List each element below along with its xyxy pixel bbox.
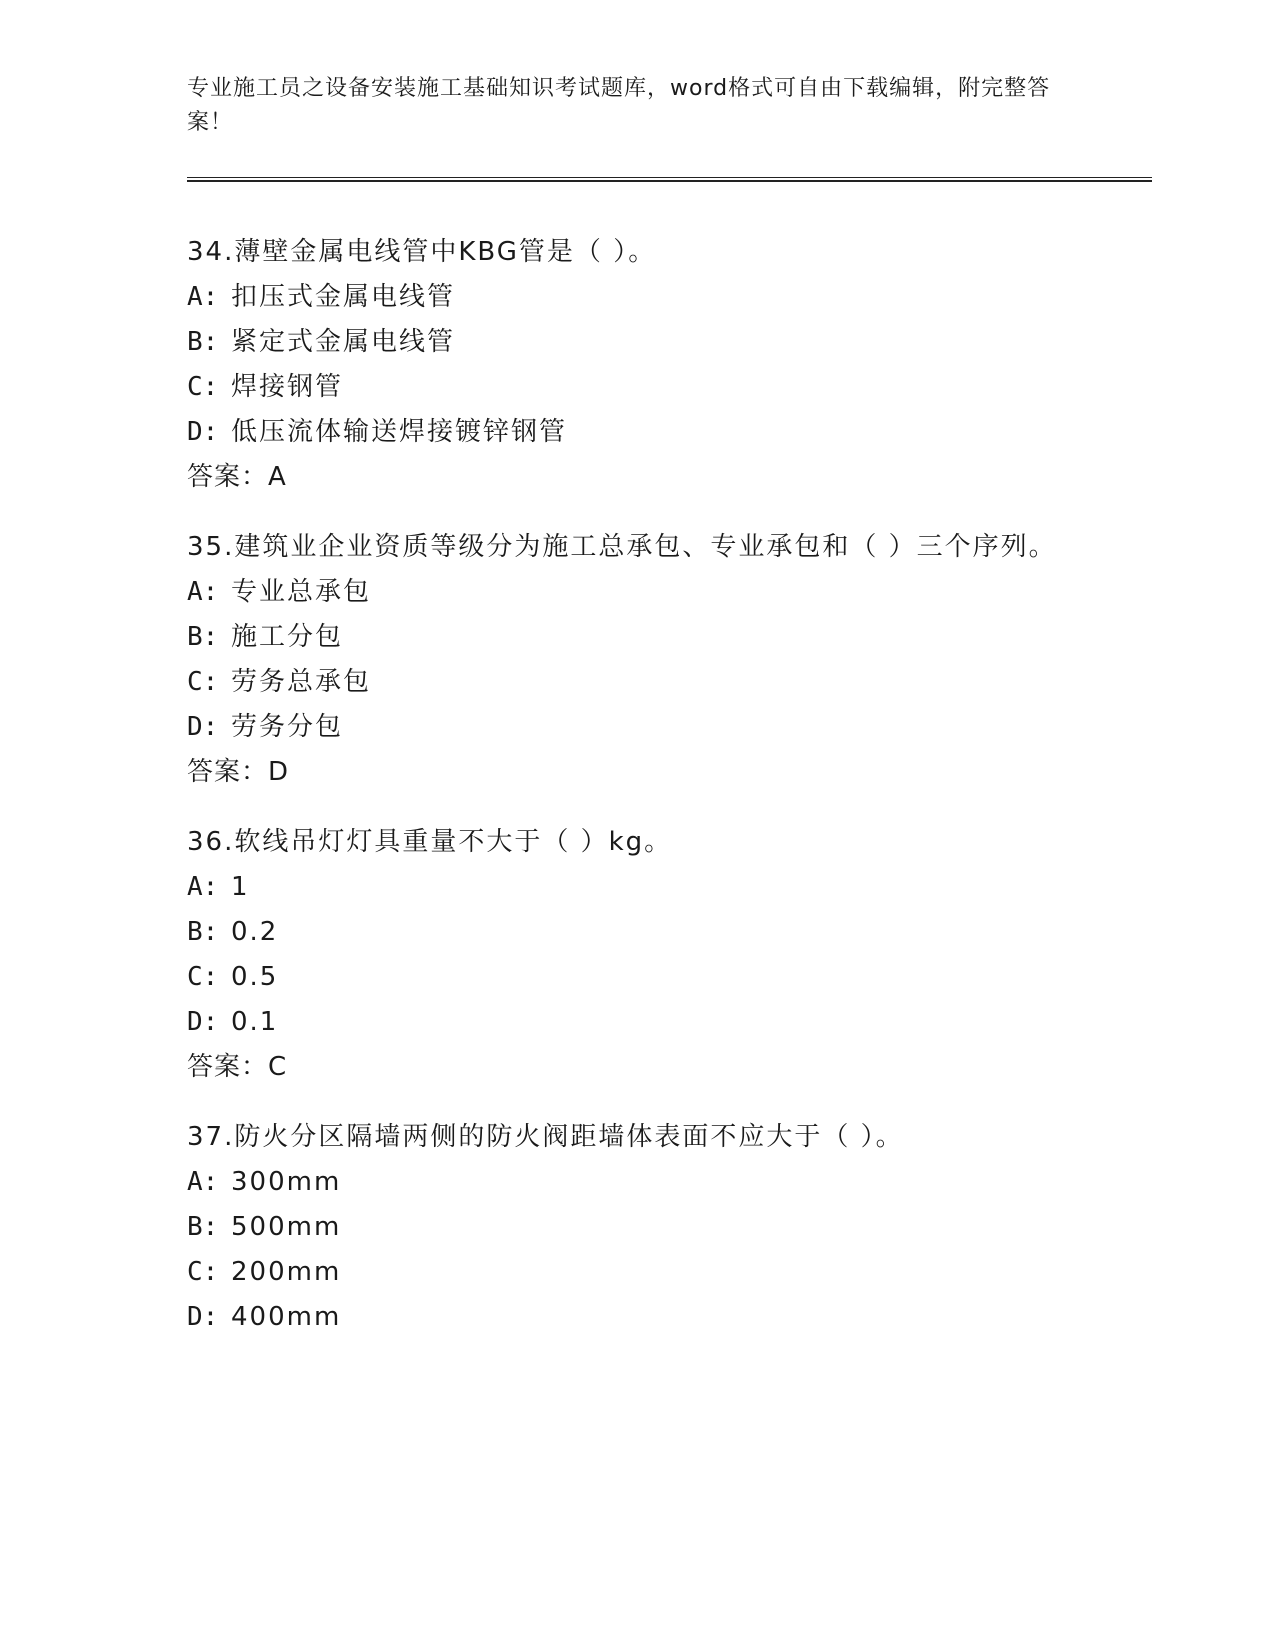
option-letter: C: xyxy=(187,1257,219,1287)
option-letter: A: xyxy=(187,282,219,312)
option-letter: C: xyxy=(187,667,219,697)
option-text: 低压流体输送焊接镀锌钢管 xyxy=(231,417,568,447)
option-d xyxy=(187,1300,1087,1334)
option-text: 劳务总承包 xyxy=(231,667,372,697)
option-text: 0.2 xyxy=(231,917,279,947)
answer-line: 答案：A xyxy=(187,462,287,492)
question-stem: 36.软线吊灯灯具重量不大于（ ）kg。 xyxy=(187,827,673,857)
option-d xyxy=(187,415,1087,449)
option-a xyxy=(187,280,1087,314)
option-b xyxy=(187,915,1087,949)
option-letter: A: xyxy=(187,872,219,902)
question-stem: 34.薄壁金属电线管中KBG管是（ ）。 xyxy=(187,237,657,267)
option-text: 1 xyxy=(231,872,250,902)
option-letter: D: xyxy=(187,1302,219,1332)
option-text: 0.1 xyxy=(231,1007,279,1037)
option-letter: A: xyxy=(187,1167,219,1197)
option-text: 紧定式金属电线管 xyxy=(231,327,456,357)
option-text: 扣压式金属电线管 xyxy=(231,282,456,312)
question-list xyxy=(187,235,1087,1370)
document-title: 专业施工员之设备安装施工基础知识考试题库，word格式可自由下载编辑，附完整答案！ xyxy=(187,76,1051,135)
option-letter: A: xyxy=(187,577,219,607)
answer-line: 答案：D xyxy=(187,757,290,787)
option-text: 施工分包 xyxy=(231,622,344,652)
option-a xyxy=(187,870,1087,904)
option-letter: D: xyxy=(187,417,219,447)
option-letter: B: xyxy=(187,1212,219,1242)
option-b xyxy=(187,325,1087,359)
option-a xyxy=(187,1165,1087,1199)
option-b xyxy=(187,620,1087,654)
question-stem: 37.防火分区隔墙两侧的防火阀距墙体表面不应大于（ ）。 xyxy=(187,1122,904,1152)
question-37 xyxy=(187,1120,1087,1334)
option-text: 焊接钢管 xyxy=(231,372,344,402)
option-letter: D: xyxy=(187,712,219,742)
document-header xyxy=(187,72,1067,140)
option-c xyxy=(187,665,1087,699)
option-text: 200mm xyxy=(231,1257,342,1287)
option-d xyxy=(187,1005,1087,1039)
question-34 xyxy=(187,235,1087,494)
question-36 xyxy=(187,825,1087,1084)
option-text: 300mm xyxy=(231,1167,342,1197)
option-c xyxy=(187,1255,1087,1289)
option-letter: C: xyxy=(187,962,219,992)
option-a xyxy=(187,575,1087,609)
answer-line: 答案：C xyxy=(187,1052,288,1082)
option-c xyxy=(187,960,1087,994)
header-divider xyxy=(187,177,1152,182)
option-letter: C: xyxy=(187,372,219,402)
option-text: 0.5 xyxy=(231,962,279,992)
option-text: 专业总承包 xyxy=(231,577,372,607)
option-letter: B: xyxy=(187,327,219,357)
option-text: 劳务分包 xyxy=(231,712,344,742)
option-b xyxy=(187,1210,1087,1244)
option-c xyxy=(187,370,1087,404)
option-letter: D: xyxy=(187,1007,219,1037)
question-35 xyxy=(187,530,1087,789)
option-letter: B: xyxy=(187,622,219,652)
option-letter: B: xyxy=(187,917,219,947)
option-text: 400mm xyxy=(231,1302,342,1332)
option-text: 500mm xyxy=(231,1212,342,1242)
question-stem: 35.建筑业企业资质等级分为施工总承包、专业承包和（ ）三个序列。 xyxy=(187,532,1057,562)
option-d xyxy=(187,710,1087,744)
